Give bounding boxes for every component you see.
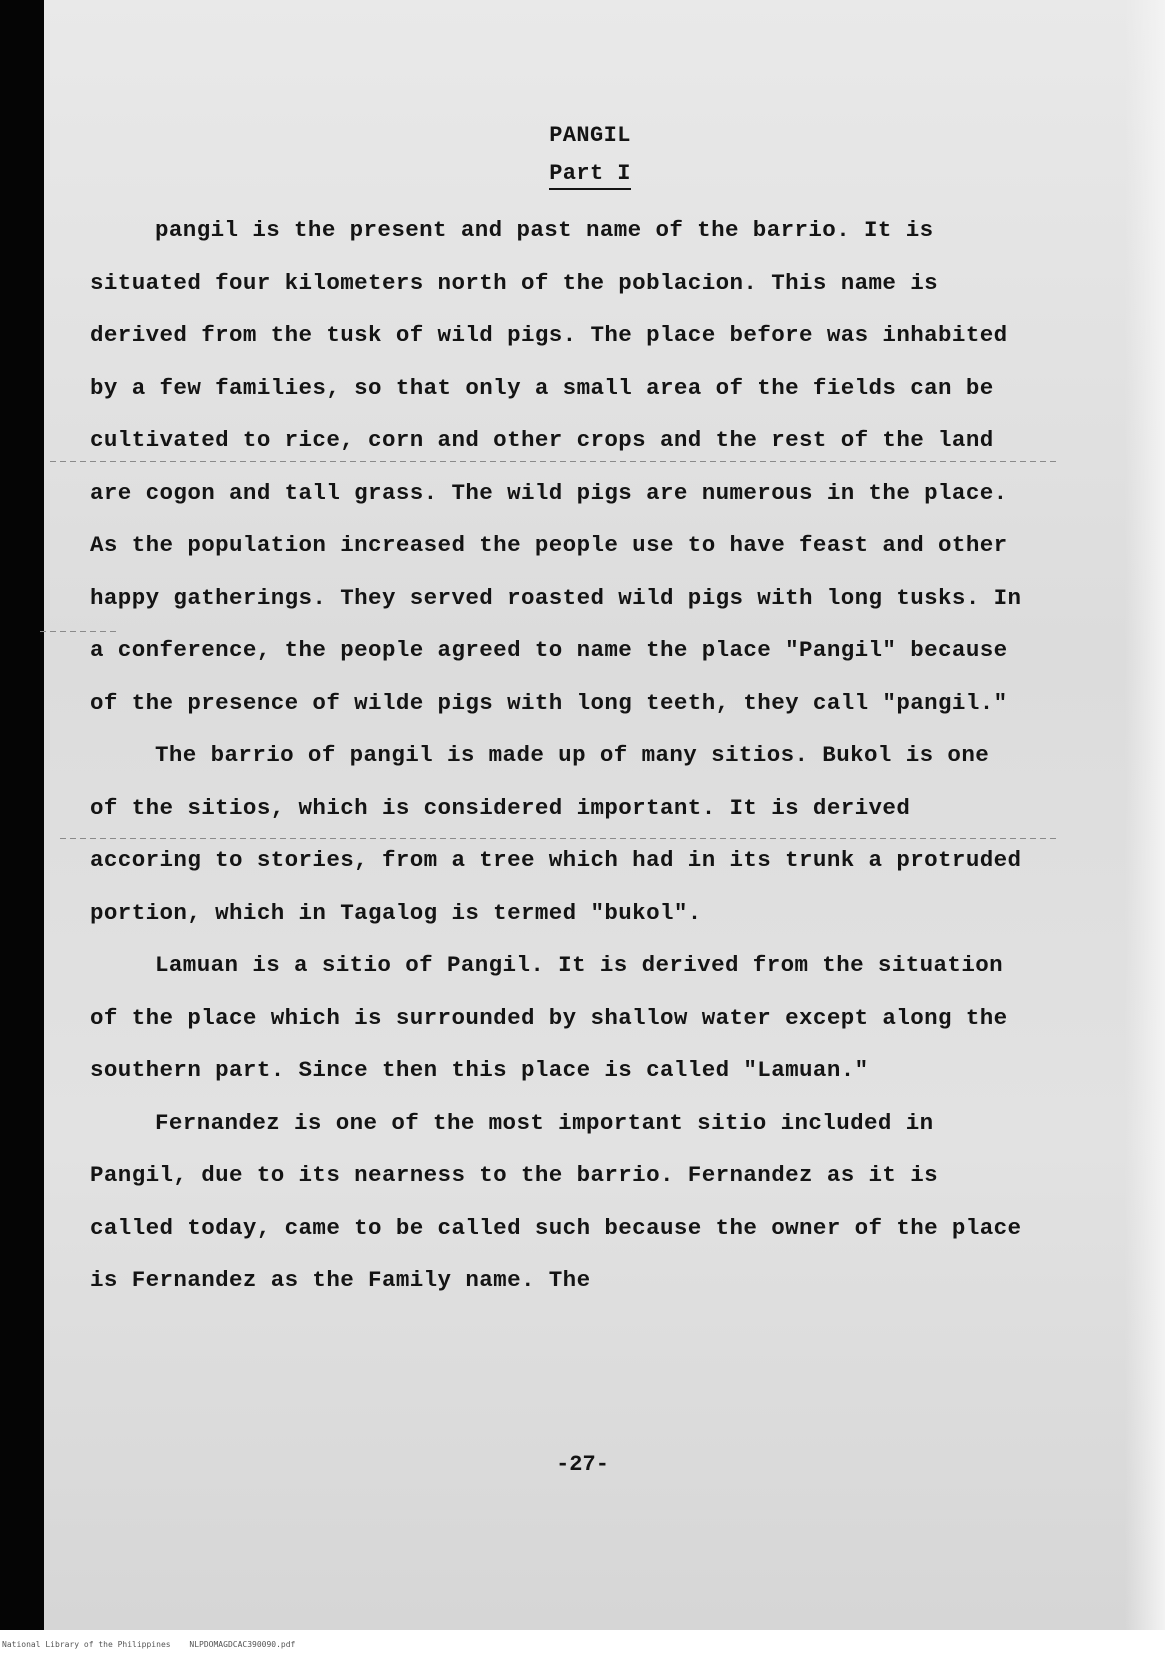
subtitle-text: Part I bbox=[549, 161, 631, 190]
footer-caption bbox=[0, 1640, 1165, 1649]
page-edge bbox=[1125, 0, 1165, 1630]
paragraph-bukol: The barrio of pangil is made up of many sitios. Bukol is one of the sitios, which is considered important. It is derived accoring to stories, from a tree which had in its trunk a protruded portion, which in Tagalog is termed "bukol". bbox=[90, 742, 1022, 926]
document-subtitle bbox=[90, 154, 1030, 194]
paragraph-origin: pangil is the present and past name of the barrio. It is situated four kilometers north of the poblacion. This name is derived from the tusk of wild pigs. The place before was inhabited by a few families, so that only a small area of the fields can be cultivated to rice, corn and other crops and the rest of the land are cogon and tall grass. The wild pigs are numerous in the place. As the population increased the people use to have feast and other happy gatherings. They served roasted wild pigs with long tusks. In a conference, the people agreed to name the place "Pangil" because of the presence of wilde pigs with long teeth, they call "pangil." bbox=[90, 217, 1022, 716]
paragraph-fernandez: Fernandez is one of the most important sitio included in Pangil, due to its nearness to the barrio. Fernandez as it is called today, came to be called such because the owner of the place is Fernandez as the Family name. The bbox=[90, 1109, 1022, 1293]
footer-source: National Library of the Philippines bbox=[2, 1640, 171, 1649]
page-number: -27- bbox=[556, 1452, 609, 1477]
footer-file: NLPDOMAGDCAC390090.pdf bbox=[189, 1640, 296, 1649]
binding-shadow bbox=[0, 0, 44, 1630]
paragraph-lamuan: Lamuan is a sitio of Pangil. It is derived from the situation of the place which is surrounded by shallow water except along the southern part. Since then this place is called "Lamuan." bbox=[90, 952, 1008, 1083]
document-title: PANGIL bbox=[549, 123, 631, 148]
document-body bbox=[90, 118, 1030, 1307]
